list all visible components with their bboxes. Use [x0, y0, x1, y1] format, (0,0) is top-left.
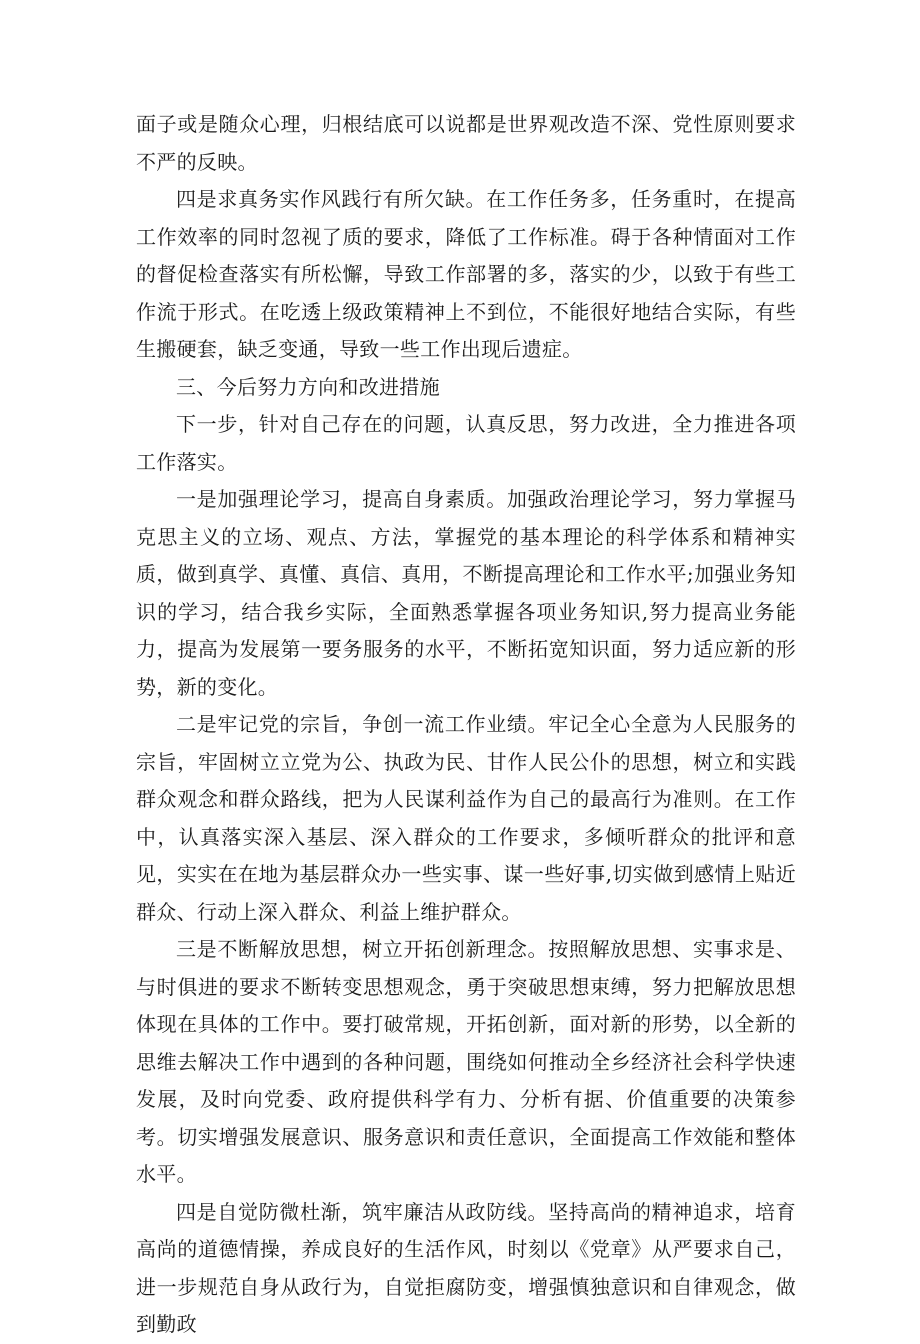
section-heading-improvement: 三、今后努力方向和改进措施	[176, 374, 440, 399]
paragraph-theory-study: 一是加强理论学习，提高自身素质。加强政治理论学习，努力掌握马克思主义的立场、观点、方法，掌握党的基本理论的科学体系和精神实质，做到真学、真懂、真信、真用，不断提高理论和工作水平;加强业务知识的学习，结合我乡实际，全面熟悉掌握各项业务知识,努力提高业务能力，提高为发展第一要务服务的水平，不断拓宽知识面，努力适应新的形势，新的变化。	[136, 487, 796, 699]
paragraph-next-step: 下一步，针对自己存在的问题，认真反思，努力改进，全力推进各项工作落实。	[136, 412, 796, 474]
paragraph-continuation: 面子或是随众心理，归根结底可以说都是世界观改造不深、党性原则要求不严的反映。	[136, 112, 796, 174]
paragraph-practical-style: 四是求真务实作风践行有所欠缺。在工作任务多，任务重时，在提高工作效率的同时忽视了质的要求，降低了工作标准。碍于各种情面对工作的督促检查落实有所松懈，导致工作部署的多，落实的少，以致于有些工作流于形式。在吃透上级政策精神上不到位，不能很好地结合实际，有些生搬硬套，缺乏变通，导致一些工作出现后遗症。	[136, 187, 796, 361]
document-page	[136, 106, 796, 1344]
paragraph-emancipate-mind: 三是不断解放思想，树立开拓创新理念。按照解放思想、实事求是、与时俱进的要求不断转变思想观念，勇于突破思想束缚，努力把解放思想体现在具体的工作中。要打破常规，开拓创新，面对新的形势，以全新的思维去解决工作中遇到的各种问题，围绕如何推动全乡经济社会科学快速发展，及时向党委、政府提供科学有力、分析有据、价值重要的决策参考。切实增强发展意识、服务意识和责任意识，全面提高工作效能和整体水平。	[136, 937, 796, 1186]
paragraph-integrity: 四是自觉防微杜渐，筑牢廉洁从政防线。坚持高尚的精神追求，培育高尚的道德情操，养成良好的生活作风，时刻以《党章》从严要求自己，进一步规范自身从政行为，自觉拒腐防变，增强慎独意识和自律观念，做到勤政	[136, 1199, 796, 1336]
paragraph-party-purpose: 二是牢记党的宗旨，争创一流工作业绩。牢记全心全意为人民服务的宗旨，牢固树立立党为公、执政为民、甘作人民公仆的思想，树立和实践群众观念和群众路线，把为人民谋利益作为自己的最高行为准则。在工作中，认真落实深入基层、深入群众的工作要求，多倾听群众的批评和意见，实实在在地为基层群众办一些实事、谋一些好事,切实做到感情上贴近群众、行动上深入群众、利益上维护群众。	[136, 712, 796, 924]
